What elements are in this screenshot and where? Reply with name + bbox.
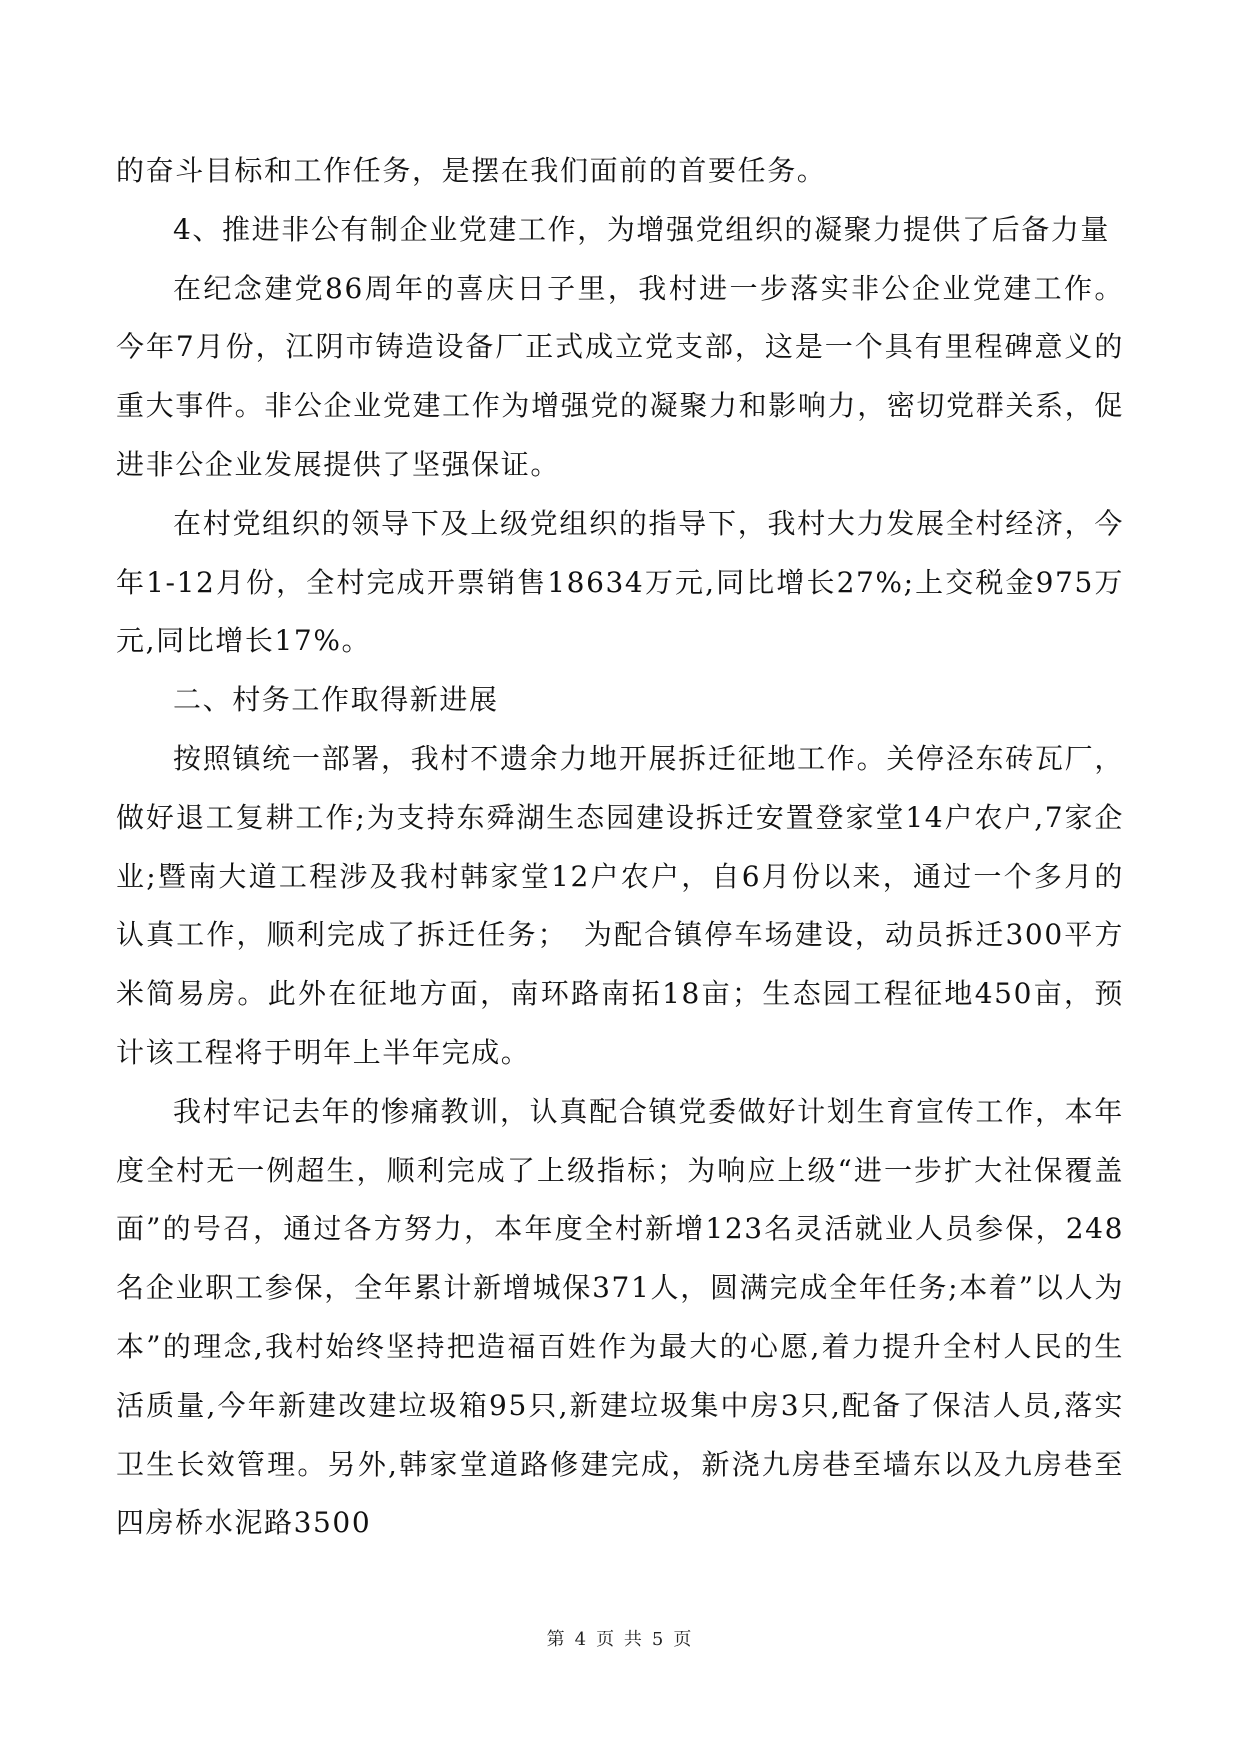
document-body <box>116 142 1124 1553</box>
paragraph-continuation: 的奋斗目标和工作任务，是摆在我们面前的首要任务。 <box>116 154 827 187</box>
paragraph-party-building: 在纪念建党86周年的喜庆日子里，我村进一步落实非公企业党建工作。今年7月份，江阴市铸造设备厂正式成立党支部，这是一个具有里程碑意义的重大事件。非公企业党建工作为增强党的凝聚力和影响力，密切党群关系，促进非公企业发展提供了坚强保证。 <box>116 271 1124 481</box>
paragraph-social-security: 我村牢记去年的惨痛教训，认真配合镇党委做好计划生育宣传工作，本年度全村无一例超生，顺利完成了上级指标；为响应上级“进一步扩大社保覆盖面”的号召，通过各方努力，本年度全村新增123名灵活就业人员参保，248名企业职工参保，全年累计新增城保371人，圆满完成全年任务;本着”以人为本”的理念,我村始终坚持把造福百姓作为最大的心愿,着力提升全村人民的生活质量,今年新建改建垃圾箱95只,新建垃圾集中房3只,配备了保洁人员,落实卫生长效管理。另外,韩家堂道路修建完成，新浇九房巷至墙东以及九房巷至四房桥水泥路3500 <box>116 1094 1124 1540</box>
current-page-number: 4 <box>574 1629 589 1650</box>
footer-middle: 页 共 <box>596 1629 644 1650</box>
section-heading-village-affairs: 二、村务工作取得新进展 <box>173 683 499 717</box>
footer-suffix: 页 <box>673 1629 694 1650</box>
total-pages-number: 5 <box>651 1629 666 1650</box>
section-heading-4: 4、推进非公有制企业党建工作，为增强党组织的凝聚力提供了后备力量 <box>173 212 1111 246</box>
paragraph-economy: 在村党组织的领导下及上级党组织的指导下，我村大力发展全村经济，今年1-12月份，全村完成开票销售18634万元,同比增长27%;上交税金975万元,同比增长17%。 <box>116 506 1124 658</box>
footer-prefix: 第 <box>546 1629 567 1650</box>
paragraph-demolition: 按照镇统一部署，我村不遗余力地开展拆迁征地工作。关停泾东砖瓦厂，做好退工复耕工作;为支持东舜湖生态园建设拆迁安置登家堂14户农户,7家企业;暨南大道工程涉及我村韩家堂12户农户，自6月份以来，通过一个多月的认真工作，顺利完成了拆迁任务； 为配合镇停车场建设，动员拆迁300平方米简易房。此外在征地方面，南环路南拓18亩；生态园工程征地450亩，预计该工程将于明年上半年完成。 <box>116 741 1124 1069</box>
page-footer <box>0 1625 1240 1651</box>
